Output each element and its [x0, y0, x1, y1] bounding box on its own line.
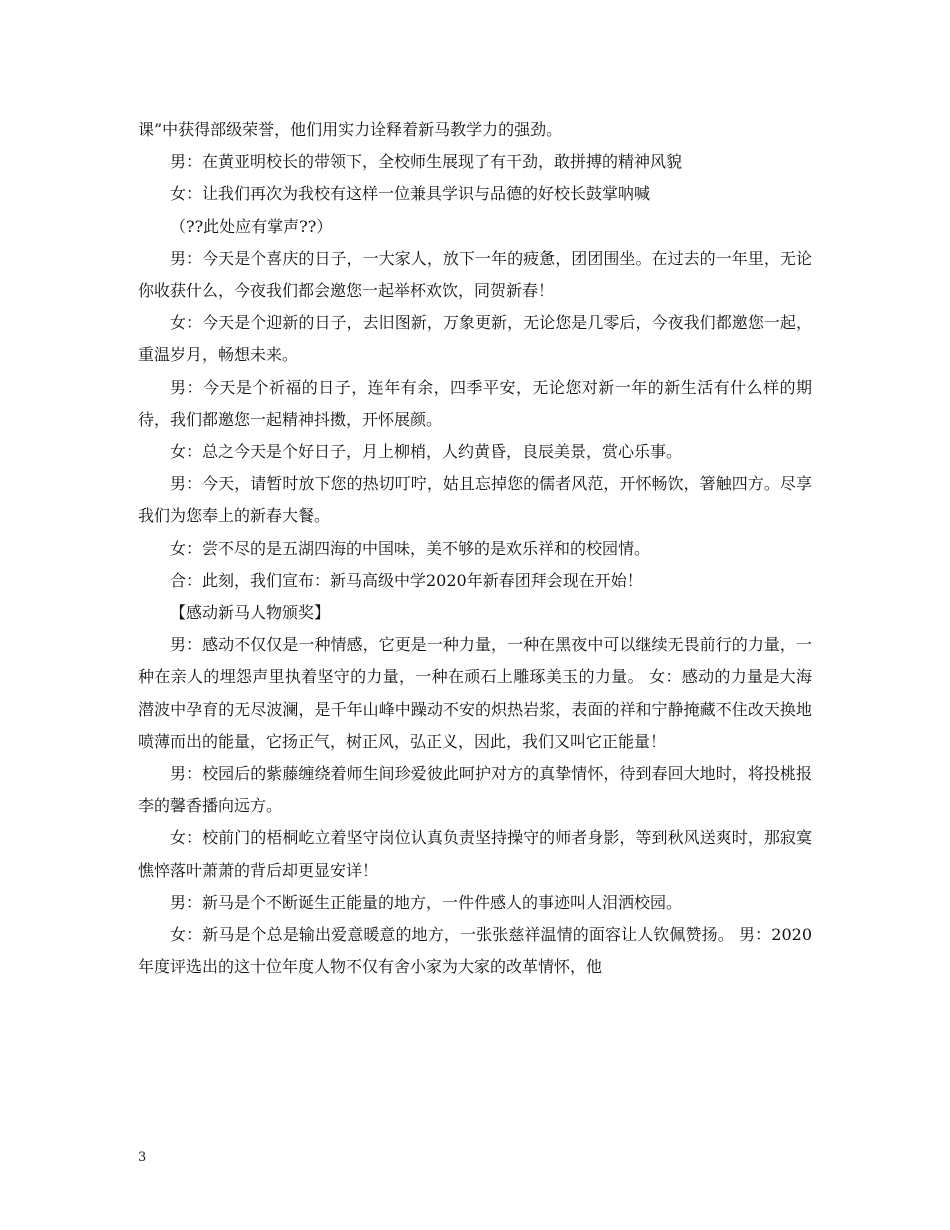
document-body: [138, 114, 812, 983]
paragraph-2: 男：在黄亚明校长的带领下，全校师生展现了有干劲，敢拼搏的精神风貌: [170, 152, 683, 172]
paragraph-13: 男：校园后的紫藤缠绕着师生间珍爱彼此呵护对方的真挚情怀，待到春回大地时，将投桃报李的馨香播向远方。: [138, 764, 812, 816]
page-number: 3: [138, 1150, 147, 1165]
paragraph-8: 女：总之今天是个好日子，月上柳梢，人约黄昏，良辰美景，赏心乐事。: [170, 442, 683, 462]
paragraph-9: 男：今天，请暂时放下您的热切叮咛，姑且忘掉您的儒者风范，开怀畅饮，箸触四方。尽享我们为您奉上的新春大餐。: [138, 474, 812, 526]
paragraph-6: 女：今天是个迎新的日子，去旧图新，万象更新，无论您是几零后，今夜我们都邀您一起，重温岁月，畅想未来。: [138, 313, 812, 365]
paragraph-12: 男：感动不仅仅是一种情感，它更是一种力量，一种在黑夜中可以继续无畏前行的力量，一种在亲人的埋怨声里执着坚守的力量，一种在顽石上雕琢美玉的力量。 女：感动的力量是大海潜波中孕育的无尽波澜，是千年山峰中躁动不安的炽热岩浆，表面的祥和宁静掩藏不住改天换地喷薄而出的能量，它扬正气，树正风，弘正义，因此，我们又叫它正能量！: [138, 635, 812, 751]
paragraph-3: 女：让我们再次为我校有这样一位兼具学识与品德的好校长鼓掌呐喊: [170, 184, 651, 204]
paragraph-15: 男：新马是个不断诞生正能量的地方，一件件感人的事迹叫人泪洒校园。: [170, 892, 683, 912]
paragraph-10: 女：尝不尽的是五湖四海的中国味，美不够的是欢乐祥和的校园情。: [170, 538, 651, 558]
paragraph-7: 男：今天是个祈福的日子，连年有余，四季平安，无论您对新一年的新生活有什么样的期待，我们都邀您一起精神抖擞，开怀展颜。: [138, 377, 812, 429]
paragraph-11: 合：此刻，我们宣布：新马高级中学2020年新春团拜会现在开始！: [170, 570, 643, 590]
paragraph-14: 女：校前门的梧桐屹立着坚守岗位认真负责坚持操守的师者身影，等到秋风送爽时，那寂寞憔悴落叶萧萧的背后却更显安详！: [138, 828, 812, 880]
section-heading: 【感动新马人物颁奖】: [170, 603, 331, 623]
paragraph-4: （??此处应有掌声??）: [170, 216, 333, 236]
paragraph-16: 女：新马是个总是输出爱意暖意的地方，一张张慈祥温情的面容让人钦佩赞扬。 男：2020年度评选出的这十位年度人物不仅有舍小家为大家的改革情怀，他: [138, 925, 812, 977]
paragraph-1: 课”中获得部级荣誉，他们用实力诠释着新马教学力的强劲。: [138, 120, 563, 139]
paragraph-5: 男：今天是个喜庆的日子，一大家人，放下一年的疲惫，团团围坐。在过去的一年里，无论你收获什么，今夜我们都会邀您一起举杯欢饮，同贺新春！: [138, 248, 812, 301]
